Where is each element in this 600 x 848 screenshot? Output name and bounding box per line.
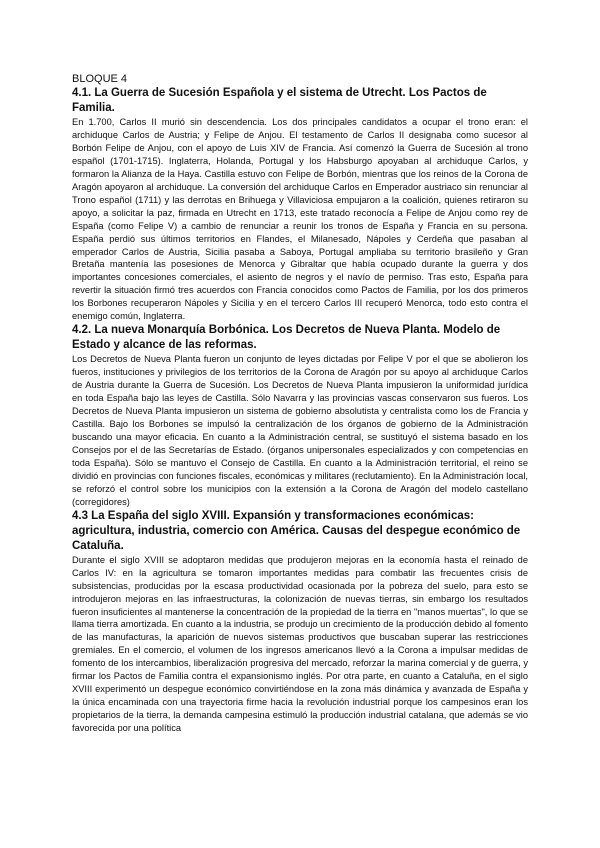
section-body-4-3: Durante el siglo XVIII se adoptaron medidas que produjeron mejoras en la economía hasta el reinado de Carlos IV: en la agricultura se tomaron importantes medidas para combatir las frecuentes crisis de subsistencias, producidas por la escasa productividad ocasionada por la pobreza del suelo, para esto se introdujeron mejoras en las infraestructuras, la colonización de nuevas tierras, sin embargo los resultados fueron insuficientes al mantenerse la concentración de la propiedad de la tierra en "manos muertas", lo que se llama tierra amortizada. En cuanto a la industria, se produjo un crecimiento de la producción debido al fomento de las manufacturas, la aparición de nuevos sistemas productivos que buscaban superar las restricciones gremiales. En el comercio, el volumen de los ingresos americanos llevó a la Corona a impulsar medidas de fomento de los intercambios, liberalización progresiva del mercado, reforzar la marina comercial y de guerra, y firmar los Pactos de Familia contra el expansionismo inglés. Por otra parte, en cuanto a Cataluña, en el siglo XVIII experimentó un despegue económico convirtiéndose en la zona más dinámica y avanzada de España y la única encaminada con una trayectoria firme hacia la revolución industrial porque los campesinos eran los propietarios de la tierra, la demanda campesina estimuló la producción industrial catalana, que además se vio favorecida por una política — [72, 554, 528, 734]
section-title-4-3: 4.3 La España del siglo XVIII. Expansión y transformaciones económicas: agricultura, industria, comercio con América. Causas del despegue económico de Cataluña. — [72, 509, 521, 552]
section-title-4-2: 4.2. La nueva Monarquía Borbónica. Los Decretos de Nueva Planta. Modelo de Estado y alcance de las reformas. — [72, 324, 501, 352]
section-body-4-1: En 1.700, Carlos II murió sin descendencia. Los dos principales candidatos a ocupar el trono eran: el archiduque Carlos de Austria; y Felipe de Anjou. El testamento de Carlos II designaba como sucesor al Borbón Felipe de Anjou, con el apoyo de Luis XIV de Francia. Así comenzó la Guerra de Sucesión al trono español (1701-1715). Inglaterra, Holanda, Portugal y los Habsburgo apoyaban al archiduque Carlos, y formaron la Alianza de la Haya. Castilla estuvo con Felipe de Borbón, mientras que los reinos de la Corona de Aragón apoyaron al archiduque. La conversión del archiduque Carlos en Emperador austriaco sin renunciar al Trono español (1711) y las derrotas en Brihuega y Villaviciosa empujaron a la coalición, quienes retiraron su apoyo, a solicitar la paz, firmada en Utrecht en 1713, este tratado reconocía a Felipe de Anjou como rey de España (como Felipe V) a cambio de renunciar a reunir los tronos de España y Francia en su persona. España perdió sus últimos territorios en Flandes, el Milanesado, Nápoles y Cerdeña que pasaban al emperador Carlos de Austria, Sicilia pasaba a Saboya, Portugal ampliaba su territorio brasileño y Gran Bretaña mantenía las posesiones de Menorca y Gibraltar que había ocupado durante la guerra y dos importantes concesiones comerciales, el asiento de negros y el navío de permiso. Tras esto, España para revertir la situación firmó tres acuerdos con Francia conocidos como Pactos de Familia, por los dos primeros los Borbones recuperaron Nápoles y Sicilia y en el tercero Carlos III recuperó Menorca, todo esto contra el enemigo común, Inglaterra. — [72, 117, 528, 322]
block-label: BLOQUE 4 — [72, 73, 128, 85]
section-title-4-1: 4.1. La Guerra de Sucesión Española y el sistema de Utrecht. Los Pactos de Familia. — [72, 87, 487, 114]
section-body-4-2: Los Decretos de Nueva Planta fueron un conjunto de leyes dictadas por Felipe V por el que se abolieron los fueros, instituciones y privilegios de los territorios de la Corona de Aragón por su apoyo al archiduque Carlos de Austria durante la Guerra de Sucesión. Los Decretos de Nueva Planta impusieron la uniformidad jurídica en toda España bajo las leyes de Castilla. Sólo Navarra y las provincias vascas conservaron sus fueros. Los Decretos de Nueva Planta impusieron un sistema de gobierno absolutista y centralista como los de Francia y Castilla. Bajo los Borbones se impulsó la centralización de los órganos de gobierno de la Administración buscando una mayor eficacia. En cuanto a la Administración central, se sustituyó el sistema basado en los Consejos por el de las Secretarías de Estado. (órganos unipersonales especializados y con competencias en toda España). Sólo se mantuvo el Consejo de Castilla. En cuanto a la Administración territorial, el reino se dividió en provincias con funciones fiscales, económicas y militares (reclutamiento). En la Administración local, se reforzó el control sobre los municipios con la extensión a la Corona de Aragón del modelo castellano (corregidores) — [72, 354, 528, 507]
document-page — [72, 73, 528, 735]
